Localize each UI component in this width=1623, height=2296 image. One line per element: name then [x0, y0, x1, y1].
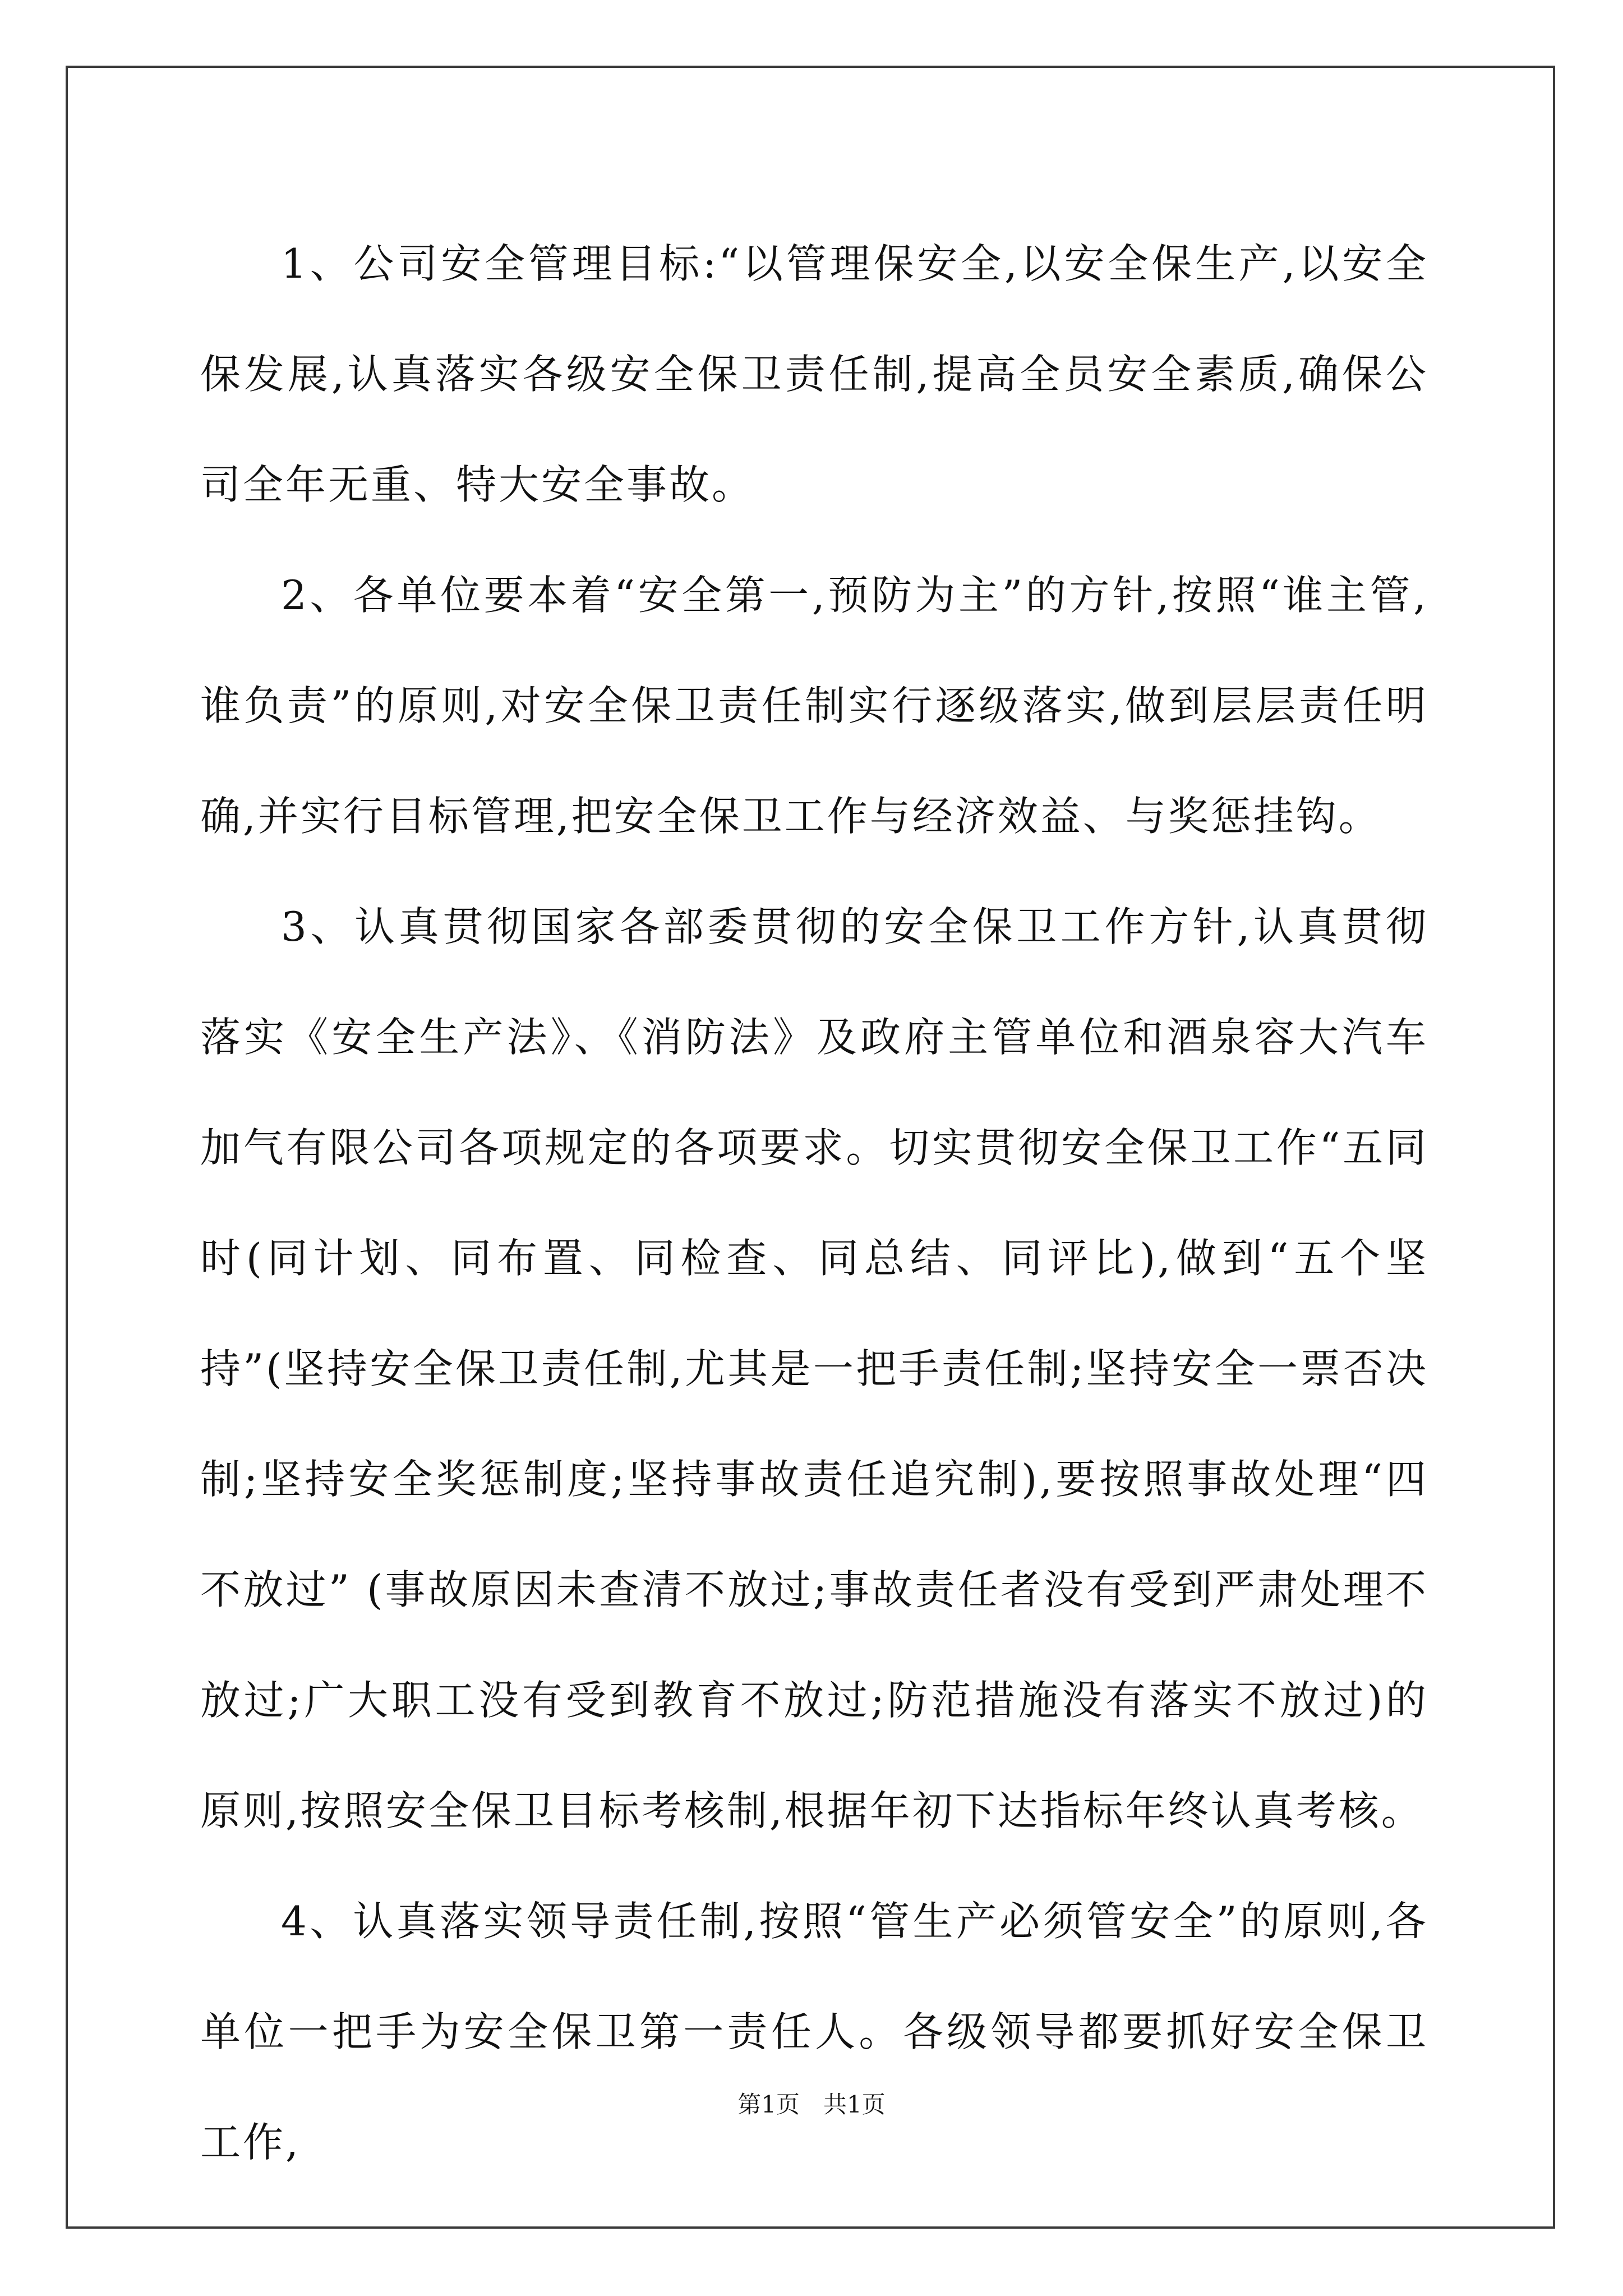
paragraph-4: 4、认真落实领导责任制,按照“管生产必须管安全”的原则,各单位一把手为安全保卫第一责任人。各级领导都要抓好安全保卫工作,	[200, 1898, 1428, 2166]
paragraph-1: 1、公司安全管理目标:“以管理保安全,以安全保生产,以安全保发展,认真落实各级安全保卫责任制,提高全员安全素质,确保公司全年无重、特大安全事故。	[200, 240, 1428, 508]
paragraph-3: 3、认真贯彻国家各部委贯彻的安全保卫工作方针,认真贯彻落实《安全生产法》、《消防法》及政府主管单位和酒泉容大汽车加气有限公司各项规定的各项要求。切实贯彻安全保卫工作“五同时(同计划、同布置、同检查、同总结、同评比),做到“五个坚持”(坚持安全保卫责任制,尤其是一把手责任制;坚持安全一票否决制;坚持安全奖惩制度;坚持事故责任追究制),要按照事故处理“四不放过” (事故原因未查清不放过;事故责任者没有受到严肃处理不放过;广大职工没有受到教育不放过;防范措施没有落实不放过)的原则,按照安全保卫目标考核制,根据年初下达指标年终认真考核。	[200, 903, 1428, 1834]
page-footer: 第1页 共1页	[737, 2091, 886, 2118]
paragraph-2: 2、各单位要本着“安全第一,预防为主”的方针,按照“谁主管,谁负责”的原则,对安全保卫责任制实行逐级落实,做到层层责任明确,并实行目标管理,把安全保卫工作与经济效益、与奖惩挂钩。	[200, 572, 1428, 840]
document-body	[200, 209, 1428, 2198]
